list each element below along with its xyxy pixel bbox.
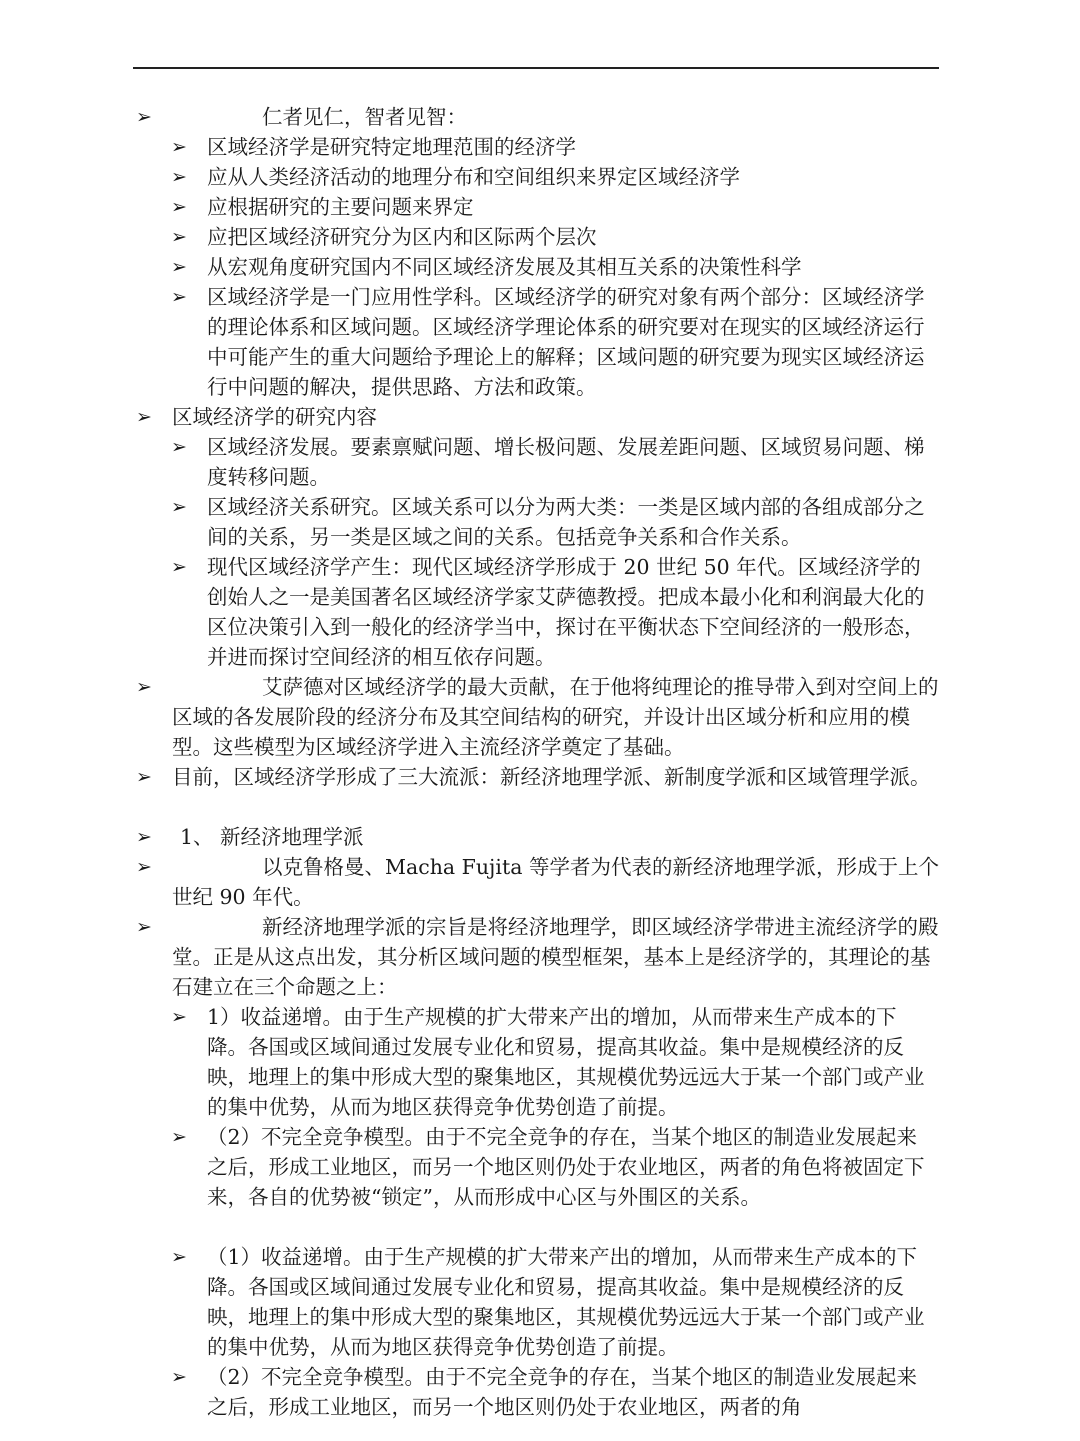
list-item: 区域经济发展。要素禀赋问题、增长极问题、发展差距问题、区域贸易问题、梯度转移问题。 [207,435,925,489]
list-item: 以克鲁格曼、Macha Fujita 等学者为代表的新经济地理学派，形成于上个世纪 90 年代。 [172,855,939,909]
bullet-icon: ➢ [171,496,187,518]
bullet-icon: ➢ [136,856,152,878]
list-item: 区域经济学是研究特定地理范围的经济学 [207,135,576,159]
bullet-icon: ➢ [171,136,187,158]
bullet-icon: ➢ [171,226,187,248]
bullet-icon: ➢ [171,166,187,188]
list-item: 区域经济学是一门应用性学科。区域经济学的研究对象有两个部分：区域经济学的理论体系和区域问题。区域经济学理论体系的研究要对在现实的区域经济运行中可能产生的重大问题给予理论上的解释；区域问题的研究要为现实区域经济运行中问题的解决，提供思路、方法和政策。 [207,285,925,399]
bullet-icon: ➢ [171,1126,187,1148]
list-item: 艾萨德对区域经济学的最大贡献，在于他将纯理论的推导带入到对空间上的区域的各发展阶段的经济分布及其空间结构的研究，并设计出区域分析和应用的模型。这些模型为区域经济学进入主流经济学奠定了基础。 [172,675,939,759]
list-item: 仁者见仁，智者见智： [262,105,467,129]
list-item: （2）不完全竞争模型。由于不完全竞争的存在，当某个地区的制造业发展起来之后，形成工业地区，而另一个地区则仍处于农业地区，两者的角 [207,1365,918,1419]
bullet-icon: ➢ [136,826,152,848]
bullet-icon: ➢ [136,676,152,698]
bullet-icon: ➢ [171,1366,187,1388]
list-item: 从宏观角度研究国内不同区域经济发展及其相互关系的决策性科学 [207,255,802,279]
list-item: 应从人类经济活动的地理分布和空间组织来界定区域经济学 [207,165,740,189]
bullet-icon: ➢ [171,436,187,458]
list-item: 应把区域经济研究分为区内和区际两个层次 [207,225,597,249]
list-item: 应根据研究的主要问题来界定 [207,195,474,219]
bullet-icon: ➢ [136,766,152,788]
header-rule [133,67,939,69]
list-item: 现代区域经济学产生：现代区域经济学形成于 20 世纪 50 年代。区域经济学的创始人之一是美国著名区域经济学家艾萨德教授。把成本最小化和利润最大化的区位决策引入到一般化的经济学当中，探讨在平衡状态下空间经济的一般形态，并进而探讨空间经济的相互依存问题。 [207,555,925,669]
section-heading: 区域经济学的研究内容 [172,405,377,429]
bullet-icon: ➢ [136,916,152,938]
list-item: （1）收益递增。由于生产规模的扩大带来产出的增加，从而带来生产成本的下降。各国或区域间通过发展专业化和贸易，提高其收益。集中是规模经济的反映，地理上的集中形成大型的聚集地区，其规模优势远远大于某一个部门或产业的集中优势，从而为地区获得竞争优势创造了前提。 [207,1245,925,1359]
bullet-icon: ➢ [171,286,187,308]
bullet-icon: ➢ [171,256,187,278]
list-item: 区域经济关系研究。区域关系可以分为两大类：一类是区域内部的各组成部分之间的关系，另一类是区域之间的关系。包括竞争关系和合作关系。 [207,495,925,549]
bullet-icon: ➢ [171,196,187,218]
bullet-icon: ➢ [136,106,152,128]
list-item: （2）不完全竞争模型。由于不完全竞争的存在，当某个地区的制造业发展起来之后，形成工业地区，而另一个地区则仍处于农业地区，两者的角色将被固定下来，各自的优势被“锁定”，从而形成中心区与外围区的关系。 [207,1125,925,1209]
bullet-icon: ➢ [171,1006,187,1028]
list-item: 目前，区域经济学形成了三大流派：新经济地理学派、新制度学派和区域管理学派。 [172,765,931,789]
list-item: 新经济地理学派的宗旨是将经济地理学，即区域经济学带进主流经济学的殿堂。正是从这点出发，其分析区域问题的模型框架，基本上是经济学的，其理论的基石建立在三个命题之上： [172,915,939,999]
bullet-icon: ➢ [136,406,152,428]
list-item: 1）收益递增。由于生产规模的扩大带来产出的增加，从而带来生产成本的下降。各国或区域间通过发展专业化和贸易，提高其收益。集中是规模经济的反映，地理上的集中形成大型的聚集地区，其规模优势远远大于某一个部门或产业的集中优势，从而为地区获得竞争优势创造了前提。 [207,1005,925,1119]
bullet-icon: ➢ [171,1246,187,1268]
section-heading: 1、 新经济地理学派 [180,825,364,849]
bullet-icon: ➢ [171,556,187,578]
